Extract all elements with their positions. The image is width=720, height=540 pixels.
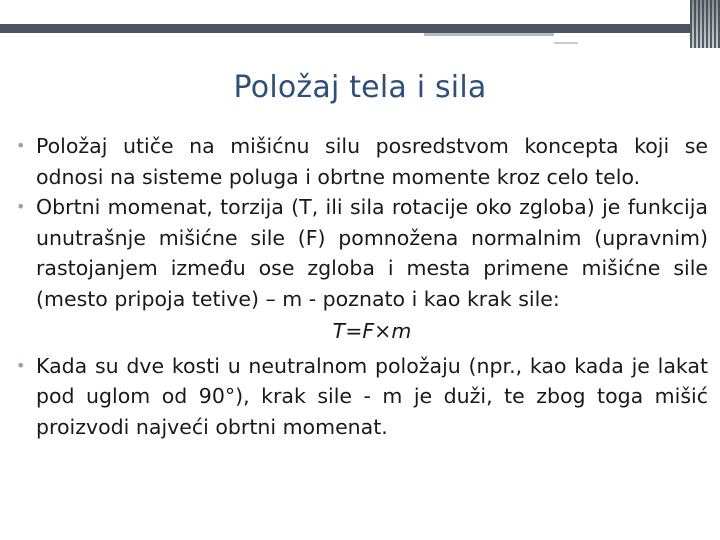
- torque-formula: T=F×m: [332, 319, 412, 343]
- bullet-icon: •: [16, 355, 26, 375]
- bullet-item-1: [16, 131, 708, 192]
- header-accent-bar: [424, 33, 554, 36]
- corner-shade: [690, 0, 720, 48]
- header-bar: [0, 24, 694, 33]
- bullet-text-3: Kada su dve kosti u neutralnom položaju (npr., kao kada je lakat pod uglom od 90°), krak sile - m je duži, te zbog toga mišić proizvodi najveći obrtni momenat.: [36, 353, 708, 439]
- header-accent-line: [554, 42, 578, 44]
- slide-title: Položaj tela i sila: [233, 70, 487, 105]
- bullet-icon: •: [16, 136, 26, 155]
- bullet-item-2: [16, 192, 708, 314]
- slide-body: [16, 131, 708, 442]
- bullet-item-3: [16, 351, 708, 443]
- bullet-icon: •: [16, 197, 26, 216]
- bullet-text-2: Obrtni momenat, torzija (T, ili sila rotacije oko zgloba) je funkcija unutrašnje mišićne sile (F) pomnožena normalnim (upravnim) rastojanjem između ose zgloba i mesta primene mišićne sile (mesto pripoja tetive) – m - poznato i kao krak sile:: [36, 195, 708, 311]
- bullet-text-1: Položaj utiče na mišićnu silu posredstvom koncepta koji se odnosi na sisteme poluga i obrtne momente kroz celo telo.: [36, 134, 708, 189]
